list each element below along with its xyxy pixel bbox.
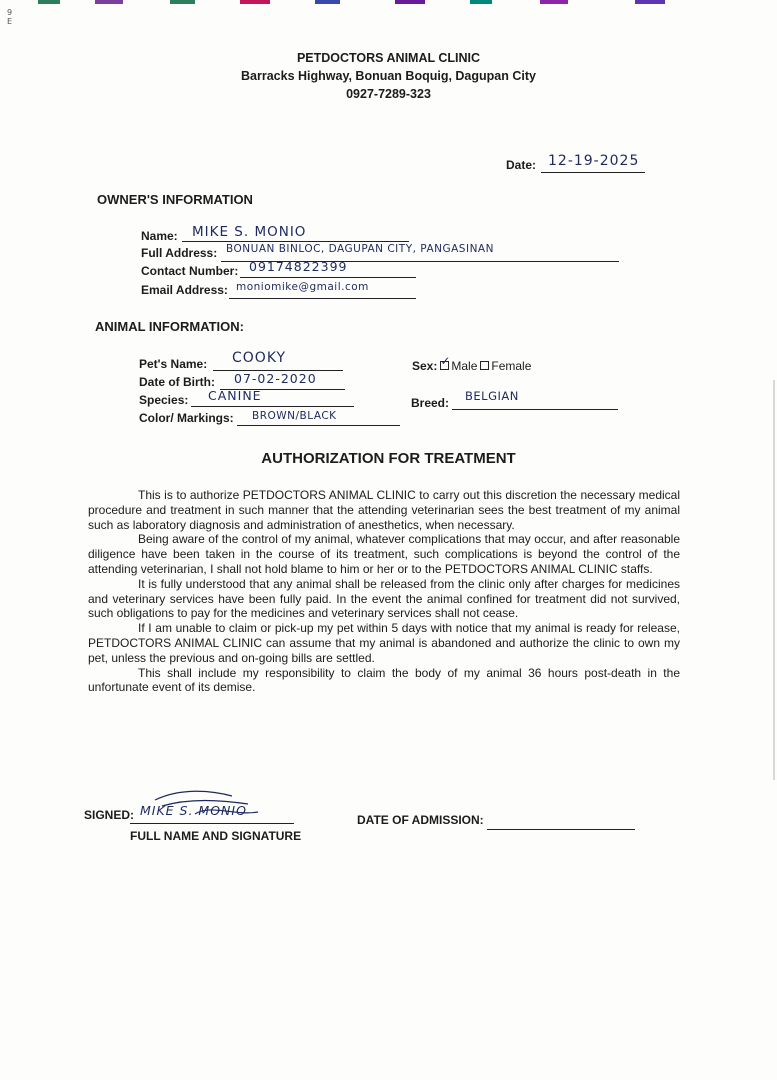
dob-value: 07-02-2020 — [234, 371, 317, 386]
signature-caption: FULL NAME AND SIGNATURE — [130, 829, 302, 843]
owner-address-label: Full Address: — [141, 246, 218, 260]
owner-heading: OWNER'S INFORMATION — [97, 192, 253, 207]
color-tab — [470, 0, 492, 4]
authorization-body — [88, 488, 680, 695]
owner-email-line — [229, 298, 416, 299]
clinic-phone: 0927-7289-323 — [346, 87, 431, 101]
owner-contact-value: 09174822399 — [249, 259, 348, 274]
pet-name-label: Pet's Name: — [139, 357, 208, 371]
pet-name-value: COOKY — [232, 350, 287, 366]
date-value: 12-19-2025 — [548, 153, 640, 169]
owner-name-value: MIKE S. MONIO — [192, 224, 307, 240]
owner-email-label: Email Address: — [141, 283, 228, 297]
color-line — [237, 425, 400, 426]
owner-name-line — [182, 241, 409, 242]
page-edge-shadow — [773, 380, 775, 780]
color-value: BROWN/BLACK — [252, 410, 337, 422]
authorization-paragraph: Being aware of the control of my animal, whatever complications that may occur, and after reasonable diligence have been taken in the course of its treatment, such complications is beyond the control of the attending veterinarian, I shall not hold blame to him or her or to the PETDOCTORS ANIMAL CLINIC staffs. — [88, 532, 680, 576]
color-tab — [635, 0, 665, 4]
sex-male-label: Male — [451, 359, 478, 373]
breed-line — [452, 409, 618, 410]
species-line — [191, 406, 354, 407]
color-tab — [38, 0, 60, 4]
sex-field — [412, 359, 531, 373]
species-label: Species: — [139, 393, 189, 407]
date-line — [541, 172, 645, 173]
animal-heading: ANIMAL INFORMATION: — [95, 319, 244, 334]
color-tab — [540, 0, 568, 4]
sex-female-checkbox[interactable] — [480, 361, 489, 370]
clinic-name: PETDOCTORS ANIMAL CLINIC — [296, 51, 481, 65]
date-label: Date: — [506, 158, 537, 172]
color-label: Color/ Markings: — [139, 411, 234, 425]
breed-value: BELGIAN — [465, 389, 519, 403]
scan-corner-mark: 9 E — [7, 8, 13, 26]
sex-label: Sex: — [412, 359, 438, 373]
dob-label: Date of Birth: — [139, 375, 215, 389]
owner-email-value: moniomike@gmail.com — [236, 281, 369, 293]
authorization-paragraph: If I am unable to claim or pick-up my pet within 5 days with notice that my animal is ready for release, PETDOCTORS ANIMAL CLINIC can assume that my animal is abandoned and authorize the clinic to own my pet, unless the previous and on-going bills are settled. — [88, 621, 680, 665]
signed-line — [130, 823, 294, 824]
owner-contact-line — [240, 277, 416, 278]
color-tab — [95, 0, 123, 4]
authorization-title: AUTHORIZATION FOR TREATMENT — [261, 450, 516, 467]
owner-contact-label: Contact Number: — [141, 264, 239, 278]
color-tab — [170, 0, 195, 4]
clinic-address: Barracks Highway, Bonuan Boquig, Dagupan City — [241, 69, 536, 83]
sex-female-label: Female — [491, 359, 532, 373]
admission-line — [487, 829, 635, 830]
breed-label: Breed: — [411, 396, 450, 410]
authorization-paragraph: This shall include my responsibility to claim the body of my animal 36 hours post-death in the unfortunate event of its demise. — [88, 665, 680, 695]
admission-label: DATE OF ADMISSION: — [357, 813, 484, 827]
signed-value: MIKE S. MONIO — [140, 803, 247, 818]
color-tab — [315, 0, 340, 4]
authorization-paragraph: This is to authorize PETDOCTORS ANIMAL CLINIC to carry out this discretion the necessary medical procedure and treatment in such manner that the attending veterinarian sees the best treatment of my animal such as laboratory diagnosis and administration of anesthetics, when necessary. — [88, 488, 680, 532]
signed-label: SIGNED: — [84, 808, 135, 822]
color-tab — [395, 0, 425, 4]
color-tab — [240, 0, 270, 4]
sex-male-checkbox[interactable] — [440, 361, 449, 370]
owner-address-value: BONUAN BINLOC, DAGUPAN CITY, PANGASINAN — [226, 243, 494, 255]
authorization-paragraph: It is fully understood that any animal shall be released from the clinic only after charges for medicines and veterinary services have been fully paid. In the event the animal confined for treatment did not survived, such obligations to pay for the medicines and veterinary services shall not cease. — [88, 576, 680, 621]
species-value: CANINE — [208, 388, 262, 403]
owner-name-label: Name: — [141, 229, 178, 243]
